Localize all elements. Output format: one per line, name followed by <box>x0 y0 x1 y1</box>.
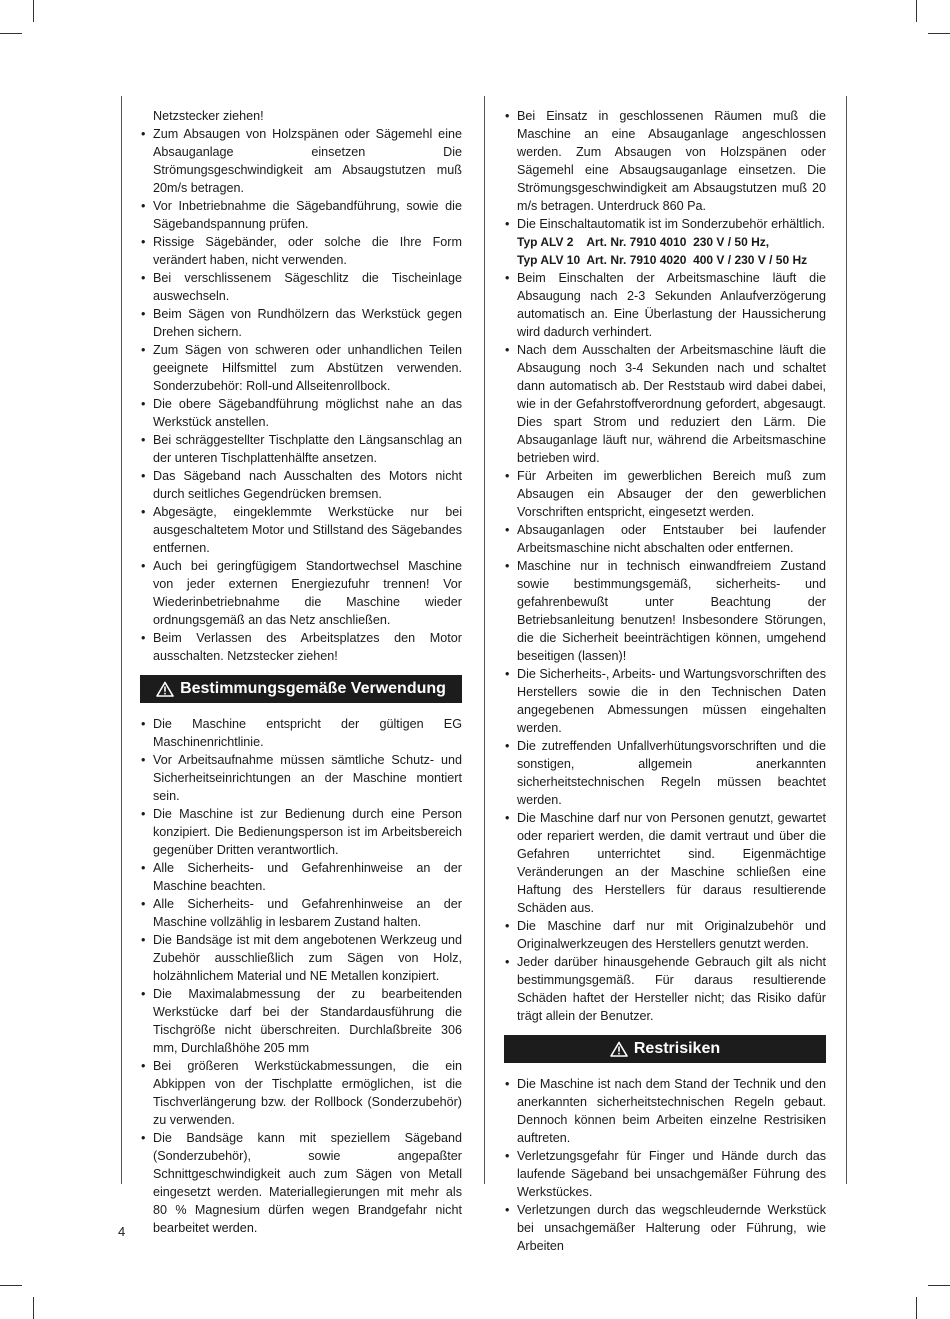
crop-mark <box>33 0 34 22</box>
crop-mark <box>928 33 950 34</box>
list-item: • Die obere Sägebandführung möglichst nahe an das Werkstück anstellen. <box>140 395 462 431</box>
section-heading-text: Restrisiken <box>633 1040 721 1057</box>
list-item: • Das Sägeband nach Ausschalten des Motors nicht durch seitliches Gegendrücken bremsen. <box>140 467 462 503</box>
list-item: • Bei verschlissenem Sägeschlitz die Tischeinlage auswechseln. <box>140 269 462 305</box>
list-item: • Verletzungsgefahr für Finger und Hände durch das laufende Sägeband bei unsachgemäßer Führung des Werkstückes. <box>504 1147 826 1201</box>
section-heading-intended-use <box>140 675 462 703</box>
list-item: • Zum Sägen von schweren oder unhandlichen Teilen geeignete Hilfsmittel zum Abstützen verwenden. Sonderzubehör: Roll-und Allseitenrollbock. <box>140 341 462 395</box>
list-item: • Die zutreffenden Unfallverhütungsvorschriften und die sonstigen, allgemein anerkannten sicherheitstechnischen Regeln müssen beachtet werden. <box>504 737 826 809</box>
type-line: Typ ALV 2 Art. Nr. 7910 4010 230 V / 50 Hz, <box>517 235 770 249</box>
section-heading-residual-risks <box>504 1035 826 1063</box>
right-column-rule <box>846 96 847 1184</box>
type-line: Typ ALV 10 Art. Nr. 7910 4020 400 V / 230 V / 50 Hz <box>517 253 808 267</box>
list-item: • Verletzungen durch das wegschleudernde Werkstück bei unsachgemäßer Halterung oder Führung, wie Arbeiten <box>504 1201 826 1255</box>
list-item: • Die Maschine entspricht der gültigen EG Maschinenrichtlinie. <box>140 715 462 751</box>
operation-list <box>504 269 826 1025</box>
safety-list-top <box>140 125 462 665</box>
list-item: • Alle Sicherheits- und Gefahrenhinweise an der Maschine beachten. <box>140 859 462 895</box>
list-item: • Die Maschine darf nur mit Originalzubehör und Originalwerkzeugen des Herstellers genutzt werden. <box>504 917 826 953</box>
list-item: • Bei größeren Werkstückabmessungen, die ein Abkippen von der Tischplatte ermöglichen, ist die Tischverlängerung bzw. der Rollbock (Sonderzubehör) zu verwenden. <box>140 1057 462 1129</box>
warning-triangle-icon <box>610 1041 628 1057</box>
list-item: • Bei schräggestellter Tischplatte den Längsanschlag an der unteren Tischplattenhälfte ansetzen. <box>140 431 462 467</box>
crop-mark <box>0 33 22 34</box>
list-item: • Jeder darüber hinausgehende Gebrauch gilt als nicht bestimmungsgemäß. Für daraus resultierende Schäden haftet der Hersteller nicht; das Risiko dafür trägt allein der Benutzer. <box>504 953 826 1025</box>
list-item: • Maschine nur in technisch einwandfreiem Zustand sowie bestimmungsgemäß, sicherheits- und gefahrenbewußt unter Beachtung der Betriebsanleitung benutzen! Insbesondere Störungen, die die Sicherheit beeinträchtigen können, umgehend beseitigen (lassen)! <box>504 557 826 665</box>
list-item: • Die Maschine ist zur Bedienung durch eine Person konzipiert. Die Bedienungsperson ist im Arbeitsbereich gegenüber Dritten verantwortlich. <box>140 805 462 859</box>
residual-risks-list <box>504 1075 826 1255</box>
list-item: • Die Einschaltautomatik ist im Sonderzubehör erhältlich. <box>504 215 826 233</box>
left-column-rule <box>121 96 122 1184</box>
warning-triangle-icon <box>156 681 174 697</box>
list-item: • Absauganlagen oder Entstauber bei laufender Arbeitsmaschine nicht abschalten oder entfernen. <box>504 521 826 557</box>
list-item: • Auch bei geringfügigem Standortwechsel Maschine von jeder externen Energiezufuhr trennen! Vor Wiederinbetriebnahme die Maschine wieder ordnungsgemäß an das Netz anschließen. <box>140 557 462 629</box>
list-item: • Beim Sägen von Rundhölzern das Werkstück gegen Drehen sichern. <box>140 305 462 341</box>
list-item: • Zum Absaugen von Holzspänen oder Sägemehl eine Absauganlage einsetzen Die Strömungsgeschwindigkeit am Absaugstutzen muß 20m/s betragen. <box>140 125 462 197</box>
list-item: • Die Maschine ist nach dem Stand der Technik und den anerkannten sicherheitstechnischen Regeln gebaut. Dennoch können beim Arbeiten einzelne Restrisiken auftreten. <box>504 1075 826 1147</box>
crop-mark <box>33 1297 34 1319</box>
list-item: • Für Arbeiten im gewerblichen Bereich muß zum Absaugen ein Absauger der den gewerblichen Vorschriften entspricht, eingesetzt werden. <box>504 467 826 521</box>
section-heading-text: Bestimmungsgemäße Verwendung <box>180 680 446 697</box>
page-number: 4 <box>118 1224 126 1239</box>
list-item: • Die Bandsäge kann mit speziellem Sägeband (Sonderzubehör), sowie angepaßter Schnittgeschwindigkeit auch zum Sägen von Metall eingesetzt werden. Materiallegierungen mit mehr als 80 % Magnesium dürfen wegen Brandgefahr nicht bearbeitet werden. <box>140 1129 462 1237</box>
center-column-rule <box>484 96 485 1184</box>
list-item: • Beim Verlassen des Arbeitsplatzes den Motor ausschalten. Netzstecker ziehen! <box>140 629 462 665</box>
extraction-list <box>504 107 826 233</box>
list-item: • Bei Einsatz in geschlossenen Räumen muß die Maschine an eine Absauganlage angeschlossen werden. Zum Absaugen von Holzspänen oder Sägemehl eine Absaugsauganlage einsetzen. Die Strömungsgeschwindigkeit am Absaugstutzen muß 20 m/s betragen. Unterdruck 860 Pa. <box>504 107 826 215</box>
list-item: • Die Sicherheits-, Arbeits- und Wartungsvorschriften des Herstellers sowie die in den Technischen Daten angegebenen Abmessungen müssen eingehalten werden. <box>504 665 826 737</box>
left-column <box>140 107 462 1237</box>
continued-text: Netzstecker ziehen! <box>153 109 264 123</box>
crop-mark <box>0 1285 22 1286</box>
list-item: • Vor Inbetriebnahme die Sägebandführung, sowie die Sägebandspannung prüfen. <box>140 197 462 233</box>
list-item: • Vor Arbeitsaufnahme müssen sämtliche Schutz- und Sicherheitseinrichtungen an der Maschine montiert sein. <box>140 751 462 805</box>
crop-mark <box>916 0 917 22</box>
list-item: • Die Maximalabmessung der zu bearbeitenden Werkstücke darf bei der Standardausführung die Tischgröße nicht überschreiten. Durchlaßbreite 306 mm, Durchlaßhöhe 205 mm <box>140 985 462 1057</box>
list-item: • Nach dem Ausschalten der Arbeitsmaschine läuft die Absaugung noch 3-4 Sekunden nach und schaltet dann automatisch ab. Der Reststaub wird dabei dabei, wie in der Gefahrstoffverordnung gefordert, abgesaugt. Dies spart Strom und reduziert den Lärm. Die Absauganlage läuft nur, während die Arbeitsmaschine betrieben wird. <box>504 341 826 467</box>
list-item: • Alle Sicherheits- und Gefahrenhinweise an der Maschine vollzählig in lesbarem Zustand halten. <box>140 895 462 931</box>
list-item: • Beim Einschalten der Arbeitsmaschine läuft die Absaugung nach 2-3 Sekunden Anlaufverzögerung automatisch an. Eine Überlastung der Haussicherung wird dadurch verhindert. <box>504 269 826 341</box>
crop-mark <box>928 1285 950 1286</box>
crop-mark <box>916 1297 917 1319</box>
list-item: • Die Maschine darf nur von Personen genutzt, gewartet oder repariert werden, die damit vertraut und über die Gefahren unterrichtet sind. Eigenmächtige Veränderungen an der Maschine schließen eine Haftung des Herstellers für daraus resultierende Schäden aus. <box>504 809 826 917</box>
intended-use-list <box>140 715 462 1237</box>
list-item: • Abgesägte, eingeklemmte Werkstücke nur bei ausgeschaltetem Motor und Stillstand des Sägebandes entfernen. <box>140 503 462 557</box>
list-item: • Rissige Sägebänder, oder solche die Ihre Form verändert haben, nicht verwenden. <box>140 233 462 269</box>
right-column <box>504 107 826 1255</box>
list-item: • Die Bandsäge ist mit dem angebotenen Werkzeug und Zubehör ausschließlich zum Sägen von Holz, holzähnlichem Material und NE Metallen konzipiert. <box>140 931 462 985</box>
